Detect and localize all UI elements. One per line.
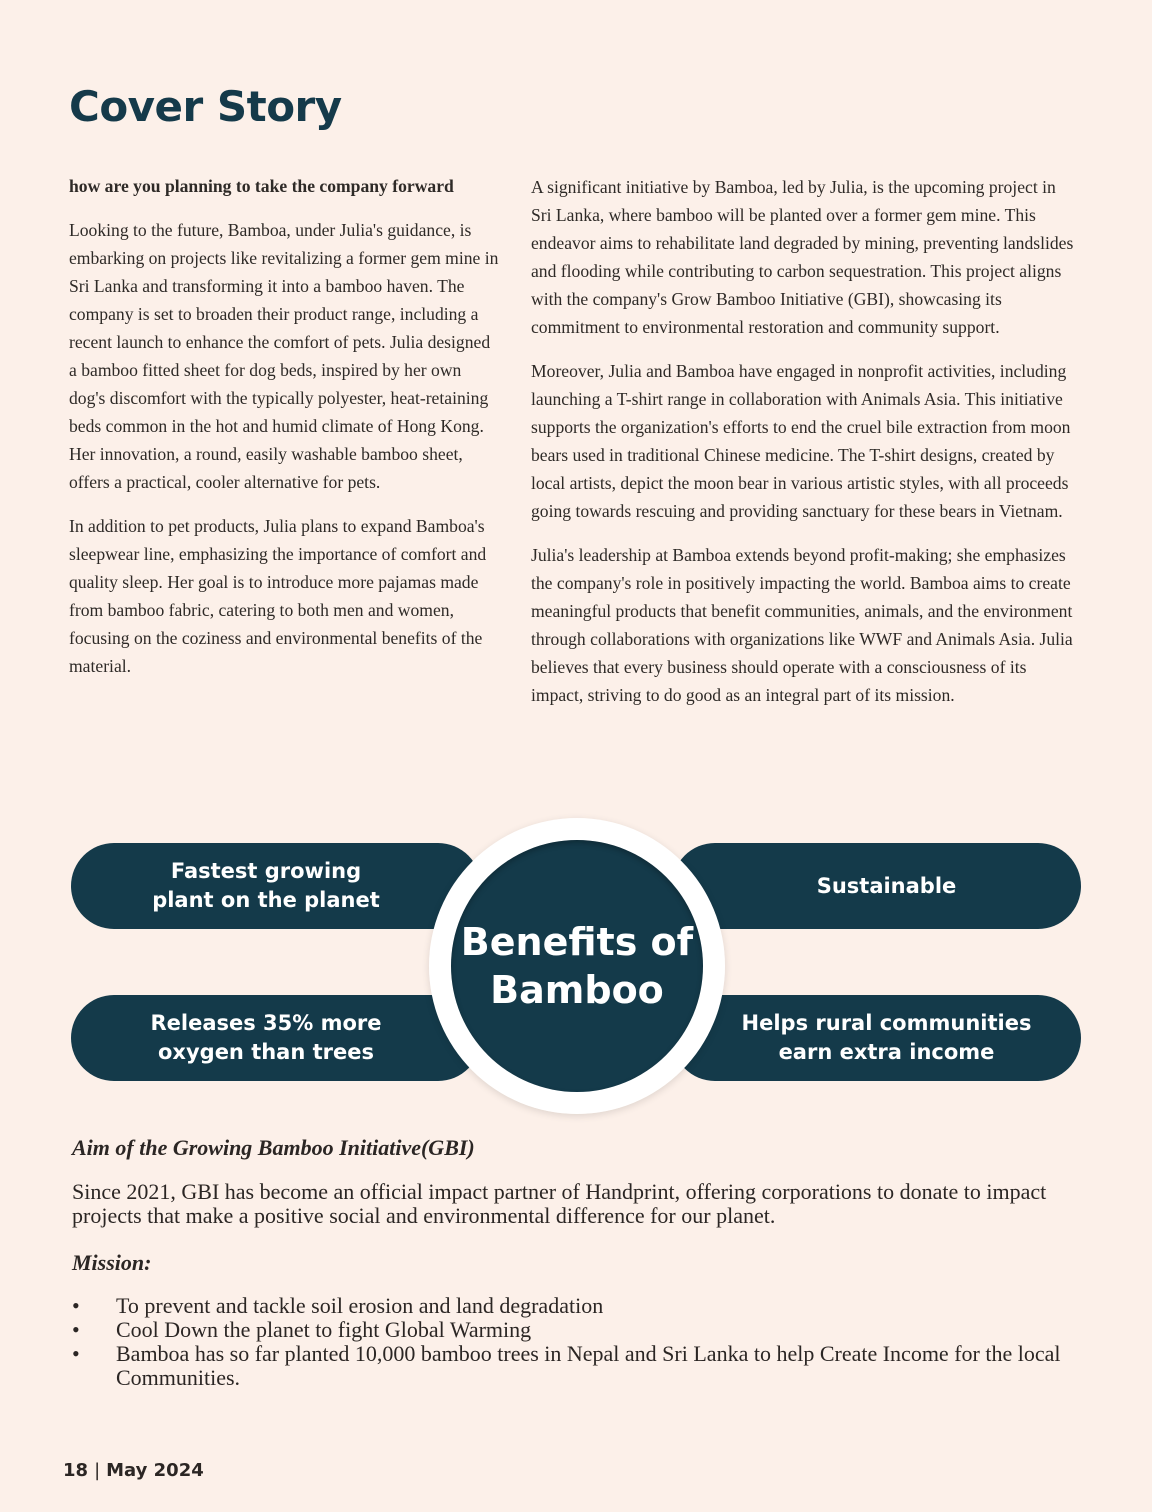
benefits-diagram: [0, 815, 1152, 1120]
section-title: Cover Story: [69, 82, 342, 131]
benefit-line: Sustainable: [816, 873, 957, 898]
center-circle: [451, 840, 703, 1092]
gbi-heading: Aim of the Growing Bamboo Initiative(GBI): [72, 1135, 475, 1160]
article-paragraph: A significant initiative by Bamboa, led by Julia, is the upcoming project in Sri Lanka, where bamboo will be planted over a former gem mine. This endeavor aims to rehabilitate land degraded by mining, preventing landslides and flooding while contributing to carbon sequestration. This project aligns with the company's Grow Bamboo Initiative (GBI), showcasing its commitment to environmental restoration and community support.: [531, 177, 1074, 337]
benefit-line: Releases 35% more: [150, 1011, 382, 1035]
benefit-line: Fastest growing: [170, 859, 362, 883]
article-left-column: [69, 173, 501, 696]
benefit-line: earn extra income: [778, 1040, 995, 1064]
benefit-rural-income: [672, 995, 1081, 1081]
page-footer: [63, 1460, 204, 1481]
article-paragraph: Julia's leadership at Bamboa extends beyond profit-making; she emphasizes the company's role in positively impacting the world. Bamboa aims to create meaningful products that benefit communities, animals, and the environment through collaborations with organizations like WWF and Animals Asia. Julia believes that every business should operate with a consciousness of its impact, striving to do good as an integral part of its mission.: [531, 545, 1073, 705]
bullet-icon: •: [72, 1293, 80, 1318]
mission-item-text: Cool Down the planet to fight Global Warming: [116, 1317, 532, 1342]
article-right-column: [531, 173, 1076, 725]
interview-question: how are you planning to take the company forward: [69, 176, 454, 196]
benefit-line: oxygen than trees: [158, 1040, 374, 1064]
gbi-section: [72, 1133, 1072, 1390]
mission-item-text: To prevent and tackle soil erosion and land degradation: [116, 1293, 604, 1318]
mission-item: [72, 1318, 1072, 1342]
benefit-sustainable: [672, 843, 1081, 929]
mission-item-text: Bamboa has so far planted 10,000 bamboo trees in Nepal and Sri Lanka to help Create Income for the local Communities.: [116, 1341, 1061, 1390]
benefit-line: Helps rural communities: [741, 1011, 1032, 1035]
issue-date: May 2024: [106, 1460, 204, 1481]
footer-separator: |: [94, 1460, 101, 1481]
article-paragraph: Looking to the future, Bamboa, under Julia's guidance, is embarking on projects like revitalizing a former gem mine in Sri Lanka and transforming it into a bamboo haven. The company is set to broaden their product range, including a recent launch to enhance the comfort of pets. Julia designed a bamboo fitted sheet for dog beds, inspired by her own dog's discomfort with the typically polyester, heat-retaining beds common in the hot and humid climate of Hong Kong. Her innovation, a round, easily washable bamboo sheet, offers a practical, cooler alternative for pets.: [69, 220, 499, 492]
page-number: 18: [63, 1460, 89, 1481]
benefit-oxygen: [71, 995, 481, 1081]
benefit-fastest-growing: [71, 843, 481, 929]
mission-list: [72, 1294, 1072, 1390]
center-title-line: Benefits of: [460, 920, 694, 964]
center-title-line: Bamboo: [490, 968, 664, 1012]
gbi-description: Since 2021, GBI has become an official impact partner of Handprint, offering corporations to donate to impact projects that make a positive social and environmental difference for our planet.: [72, 1179, 1047, 1228]
bullet-icon: •: [72, 1341, 80, 1366]
bullet-icon: •: [72, 1317, 80, 1342]
article-paragraph: In addition to pet products, Julia plans to expand Bamboa's sleepwear line, emphasizing the importance of comfort and quality sleep. Her goal is to introduce more pajamas made from bamboo fabric, catering to both men and women, focusing on the coziness and environmental benefits of the material.: [69, 516, 487, 676]
article-paragraph: Moreover, Julia and Bamboa have engaged in nonprofit activities, including launching a T-shirt range in collaboration with Animals Asia. This initiative supports the organization's efforts to end the cruel bile extraction from moon bears used in traditional Chinese medicine. The T-shirt designs, created by local artists, depict the moon bear in various artistic styles, with all proceeds going towards rescuing and providing sanctuary for these bears in Vietnam.: [531, 361, 1071, 521]
mission-label: Mission:: [72, 1250, 152, 1275]
mission-item: [72, 1342, 1072, 1390]
mission-item: [72, 1294, 1072, 1318]
benefit-line: plant on the planet: [152, 888, 380, 912]
